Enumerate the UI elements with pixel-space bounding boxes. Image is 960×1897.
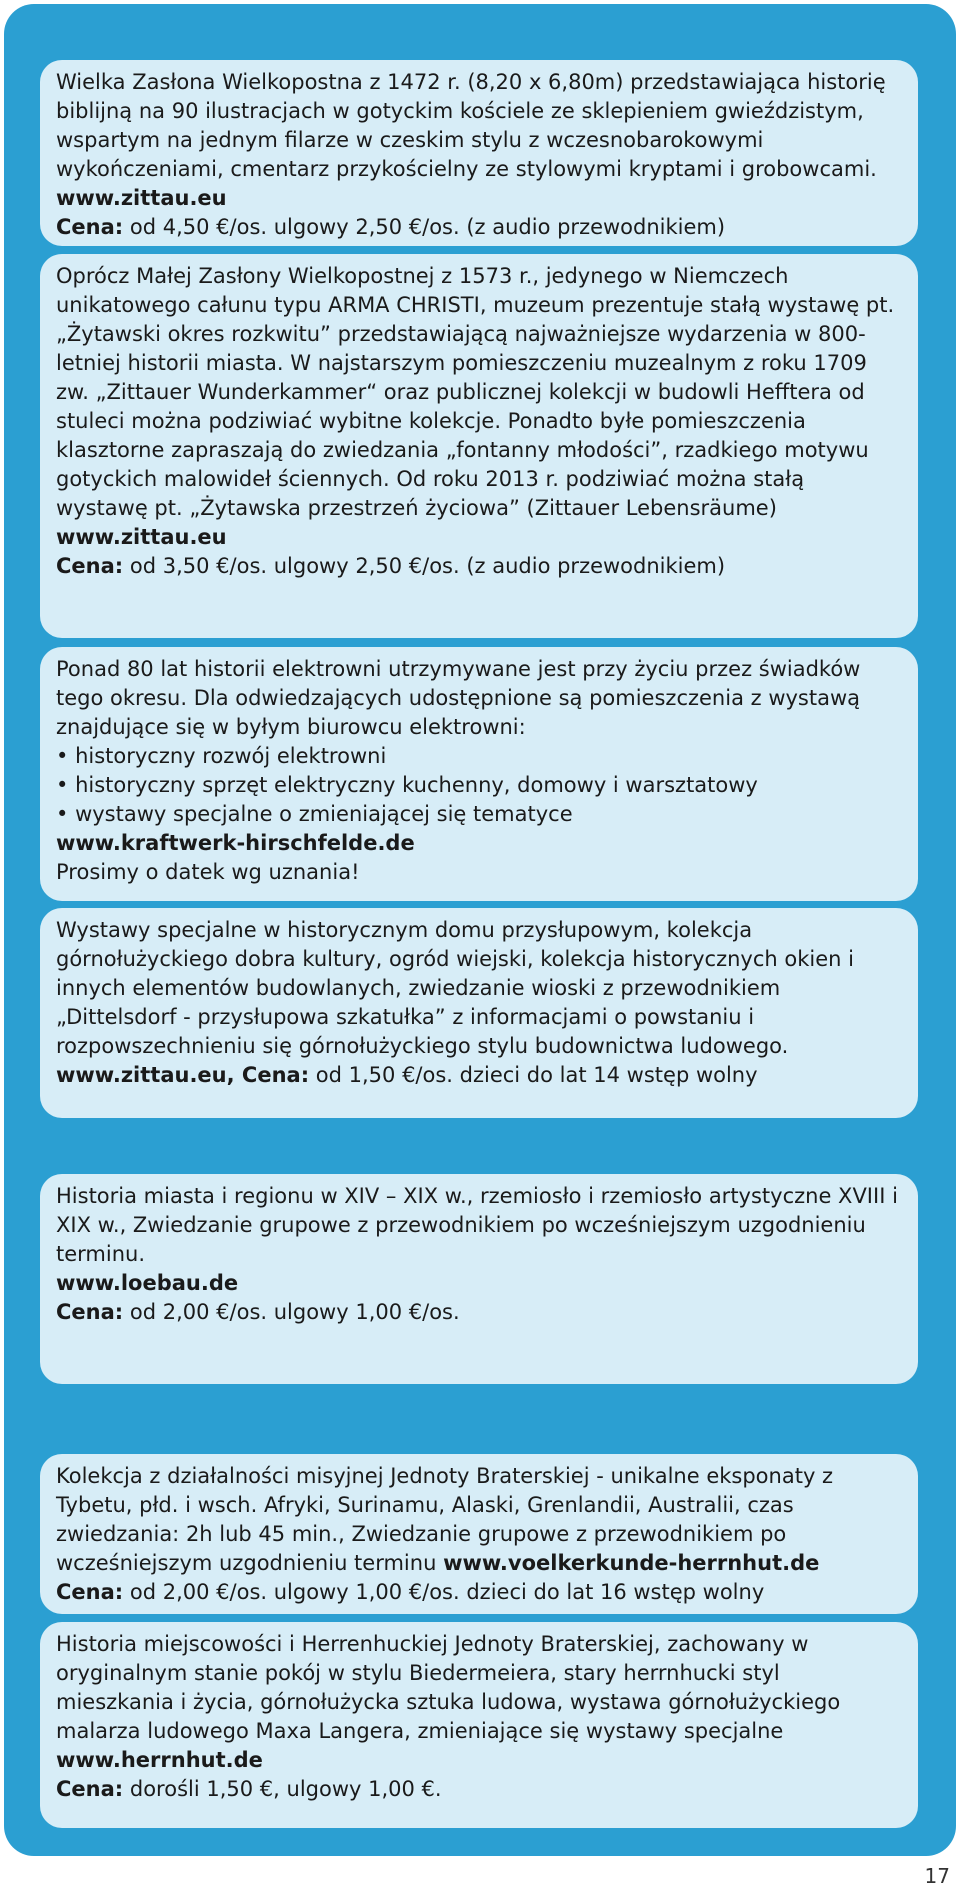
card-7-text <box>56 1630 902 1775</box>
price-text: od 2,00 €/os. ulgowy 1,00 €/os. <box>129 1300 460 1324</box>
card-2-price <box>56 552 902 581</box>
card-6-description: Kolekcja z działalności misyjnej Jednoty Braterskiej - unikalne eksponaty z Tybetu, płd. i wsch. Afryki, Surinamu, Alaski, Grenlandii, Australii, czas zwiedzania: 2h lub 45 min., Zwiedzanie grupowe z przewodnikiem po wcześniejszym uzgodnieniu terminu <box>56 1464 834 1575</box>
bullet-icon: • <box>56 773 69 797</box>
price-text: od 2,00 €/os. ulgowy 1,00 €/os. dzieci do lat 16 wstęp wolny <box>129 1580 765 1604</box>
card-7-link[interactable]: www.herrnhut.de <box>56 1748 263 1772</box>
card-3 <box>40 647 918 901</box>
bullet-item <box>56 742 902 771</box>
card-5-link[interactable]: www.loebau.de <box>56 1271 239 1295</box>
card-2-description: Oprócz Małej Zasłony Wielkopostnej z 1573 r., jedynego w Niemczech unikatowego całunu typu ARMA CHRISTI, muzeum prezentuje stałą wystawę pt. „Żytawski okres rozkwitu” przedstawiającą najważniejsze wydarzenia w 800-letniej historii miasta. W najstarszym pomieszczeniu muzealnym z roku 1709 zw. „Zittauer Wunderkammer“ oraz publicznej kolekcji w budowli Hefftera od stuleci można podziwiać wybitne kolekcje. Ponadto byłe pomieszczenia klasztorne zapraszają do zwiedzania „fontanny młodości”, rzadkiego motywu gotyckich malowideł ściennych. Od roku 2013 r. podziwiać można stałą wystawę pt. „Żytawska przestrzeń życiowa” (Zittauer Lebensräume) <box>56 264 895 520</box>
card-1-link[interactable]: www.zittau.eu <box>56 186 227 210</box>
card-5-price <box>56 1298 902 1327</box>
card-7-price <box>56 1775 902 1804</box>
card-3-link[interactable]: www.kraftwerk-hirschfelde.de <box>56 831 415 855</box>
price-label: Cena: <box>56 1300 124 1324</box>
price-label: Cena: <box>56 1580 124 1604</box>
price-text: od 3,50 €/os. ulgowy 2,50 €/os. (z audio przewodnikiem) <box>129 554 726 578</box>
bullet-text: historyczny rozwój elektrowni <box>75 744 387 768</box>
card-1-text <box>56 68 902 213</box>
card-4-price <box>56 1061 902 1090</box>
card-6 <box>40 1454 918 1614</box>
card-4 <box>40 908 918 1118</box>
price-label: Cena: <box>56 554 124 578</box>
bullet-item <box>56 800 902 829</box>
card-2 <box>40 254 918 638</box>
bullet-text: historyczny sprzęt elektryczny kuchenny, domowy i warsztatowy <box>75 773 758 797</box>
bullet-icon: • <box>56 802 69 826</box>
card-6-link[interactable]: www.voelkerkunde-herrnhut.de <box>443 1551 820 1575</box>
price-label: Cena: <box>56 215 124 239</box>
card-2-link[interactable]: www.zittau.eu <box>56 525 227 549</box>
bullet-item <box>56 771 902 800</box>
price-text: od 1,50 €/os. dzieci do lat 14 wstęp wolny <box>315 1063 758 1087</box>
card-3-description: Ponad 80 lat historii elektrowni utrzymywane jest przy życiu przez świadków tego okresu. Dla odwiedzających udostępnione są pomieszczenia z wystawą znajdujące się w byłym biurowcu elektrowni: <box>56 657 861 739</box>
page-number: 17 <box>924 1864 950 1888</box>
card-1-description: Wielka Zasłona Wielkopostna z 1472 r. (8,20 x 6,80m) przedstawiająca historię biblijną na 90 ilustracjach w gotyckim kościele ze sklepieniem gwieździstym, wspartym na jednym filarze w czeskim stylu z wczesnobarokowymi wykończeniami, cmentarz przykościelny ze stylowymi kryptami i grobowcami. <box>56 70 886 181</box>
card-5 <box>40 1174 918 1384</box>
price-text: dorośli 1,50 €, ulgowy 1,00 €. <box>129 1777 442 1801</box>
bullet-icon: • <box>56 744 69 768</box>
price-text: od 4,50 €/os. ulgowy 2,50 €/os. (z audio przewodnikiem) <box>129 215 726 239</box>
card-1-price <box>56 213 902 242</box>
price-label: Cena: <box>56 1777 124 1801</box>
bullet-text: wystawy specjalne o zmieniającej się tematyce <box>75 802 573 826</box>
card-6-text <box>56 1462 902 1578</box>
card-1 <box>40 60 918 246</box>
card-7 <box>40 1622 918 1828</box>
card-7-description: Historia miejscowości i Herrenhuckiej Jednoty Braterskiej, zachowany w oryginalnym stanie pokój w stylu Biedermeiera, stary herrnhucki styl mieszkania i życia, górnołużycka sztuka ludowa, wystawa górnołużyckiego malarza ludowego Maxa Langera, zmieniające się wystawy specjalne <box>56 1632 841 1743</box>
card-6-price <box>56 1578 902 1607</box>
card-4-link[interactable]: www.zittau.eu, Cena: <box>56 1063 310 1087</box>
card-3-note: Prosimy o datek wg uznania! <box>56 860 360 884</box>
card-4-description: Wystawy specjalne w historycznym domu przysłupowym, kolekcja górnołużyckiego dobra kultury, ogród wiejski, kolekcja historycznych okien i innych elementów budowlanych, zwiedzanie wioski z przewodnikiem „Dittelsdorf - przysłupowa szkatułka” z informacjami o powstaniu i rozpowszechnieniu się górnołużyckiego stylu budownictwa ludowego. <box>56 918 854 1058</box>
card-5-description: Historia miasta i regionu w XIV – XIX w., rzemiosło i rzemiosło artystyczne XVIII i XIX w., Zwiedzanie grupowe z przewodnikiem po wcześniejszym uzgodnieniu terminu. <box>56 1184 898 1266</box>
